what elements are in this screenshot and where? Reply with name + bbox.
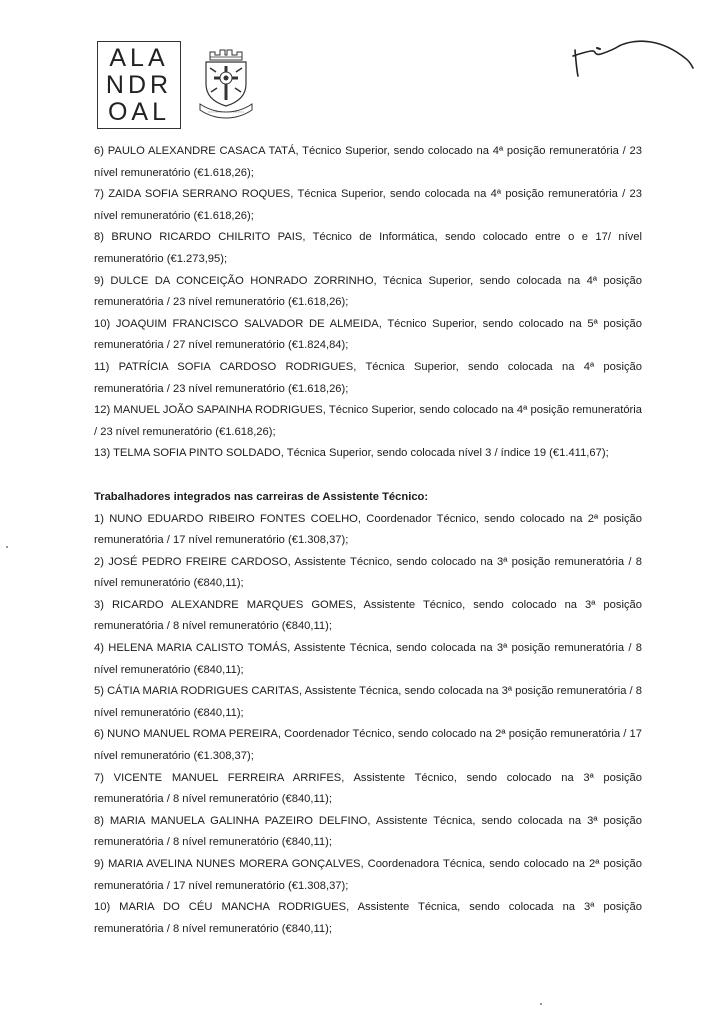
document-body	[94, 141, 642, 940]
list-item: 6) NUNO MANUEL ROMA PEREIRA, Coordenador Técnico, sendo colocado na 2ª posição remuneratória / 17 nível remuneratório (€1.308,37);	[94, 728, 642, 763]
list-item: 7) ZAIDA SOFIA SERRANO ROQUES, Técnica Superior, sendo colocada na 4ª posição remuneratória / 23 nível remuneratório (€1.618,26);	[94, 188, 642, 222]
list-item: 1) NUNO EDUARDO RIBEIRO FONTES COELHO, Coordenador Técnico, sendo colocado na 2ª posição remuneratória / 17 nível remuneratório (€1.308,37);	[94, 512, 642, 547]
logo-line: ALA	[109, 44, 169, 72]
list-item: 8) BRUNO RICARDO CHILRITO PAIS, Técnico de Informática, sendo colocado entre o e 17/ nível remuneratório (€1.273,95);	[94, 231, 642, 265]
logo-line: OAL	[107, 98, 171, 126]
list-item: 10) MARIA DO CÉU MANCHA RODRIGUES, Assistente Técnica, sendo colocada na 3ª posição remuneratória / 8 nível remuneratório (€840,11);	[94, 901, 642, 935]
list-item: 2) JOSÉ PEDRO FREIRE CARDOSO, Assistente Técnico, sendo colocado na 3ª posição remuneratória / 8 nível remuneratório (€840,11);	[94, 555, 642, 590]
list-item: 9) MARIA AVELINA NUNES MORERA GONÇALVES, Coordenadora Técnica, sendo colocado na 2ª posição remuneratória / 17 nível remuneratório (€1.308,37);	[94, 858, 642, 892]
list-item: 11) PATRÍCIA SOFIA CARDOSO RODRIGUES, Técnica Superior, sendo colocada na 4ª posição remuneratória / 23 nível remuneratório (€1.618,26);	[94, 360, 642, 395]
logo-line: NDR	[105, 71, 173, 99]
handwritten-signature-icon	[567, 32, 697, 82]
list-item: 9) DULCE DA CONCEIÇÃO HONRADO ZORRINHO, Técnica Superior, sendo colocada na 4ª posição remuneratória / 23 nível remuneratório (€1.618,26);	[94, 274, 642, 309]
list-item: 4) HELENA MARIA CALISTO TOMÁS, Assistente Técnica, sendo colocada na 3ª posição remuneratória / 8 nível remuneratório (€840,11);	[94, 642, 642, 676]
list-item: 7) VICENTE MANUEL FERREIRA ARRIFES, Assistente Técnico, sendo colocado na 3ª posição remuneratória / 8 nível remuneratório (€840,11);	[94, 771, 642, 806]
scan-speck	[540, 1003, 542, 1005]
list-item: 3) RICARDO ALEXANDRE MARQUES GOMES, Assistente Técnico, sendo colocado na 3ª posição remuneratória / 8 nível remuneratório (€840,11);	[94, 598, 642, 633]
section-spacer	[94, 465, 642, 487]
alandroal-logo	[97, 41, 181, 129]
section-heading: Trabalhadores integrados nas carreiras de Assistente Técnico:	[94, 490, 429, 503]
list-item: 10) JOAQUIM FRANCISCO SALVADOR DE ALMEIDA, Técnico Superior, sendo colocado na 5ª posição remuneratória / 27 nível remuneratório (€1.824,84);	[94, 317, 642, 352]
list-item: 12) MANUEL JOÃO SAPAINHA RODRIGUES, Técnico Superior, sendo colocado na 4ª posição remuneratória / 23 nível remuneratório (€1.618,26);	[94, 404, 642, 438]
list-item: 6) PAULO ALEXANDRE CASACA TATÁ, Técnico Superior, sendo colocado na 4ª posição remuneratória / 23 nível remuneratório (€1.618,26);	[94, 145, 642, 179]
list-item: 13) TELMA SOFIA PINTO SOLDADO, Técnica Superior, sendo colocada nível 3 / índice 19 (€1.411,67);	[94, 447, 609, 460]
municipal-coat-of-arms-icon	[196, 46, 256, 120]
list-item: 5) CÁTIA MARIA RODRIGUES CARITAS, Assistente Técnica, sendo colocada na 3ª posição remuneratória / 8 nível remuneratório (€840,11);	[94, 685, 642, 719]
list-item: 8) MARIA MANUELA GALINHA PAZEIRO DELFINO, Assistente Técnica, sendo colocada na 3ª posição remuneratória / 8 nível remuneratório (€840,11);	[94, 814, 642, 849]
scan-speck	[6, 546, 8, 548]
